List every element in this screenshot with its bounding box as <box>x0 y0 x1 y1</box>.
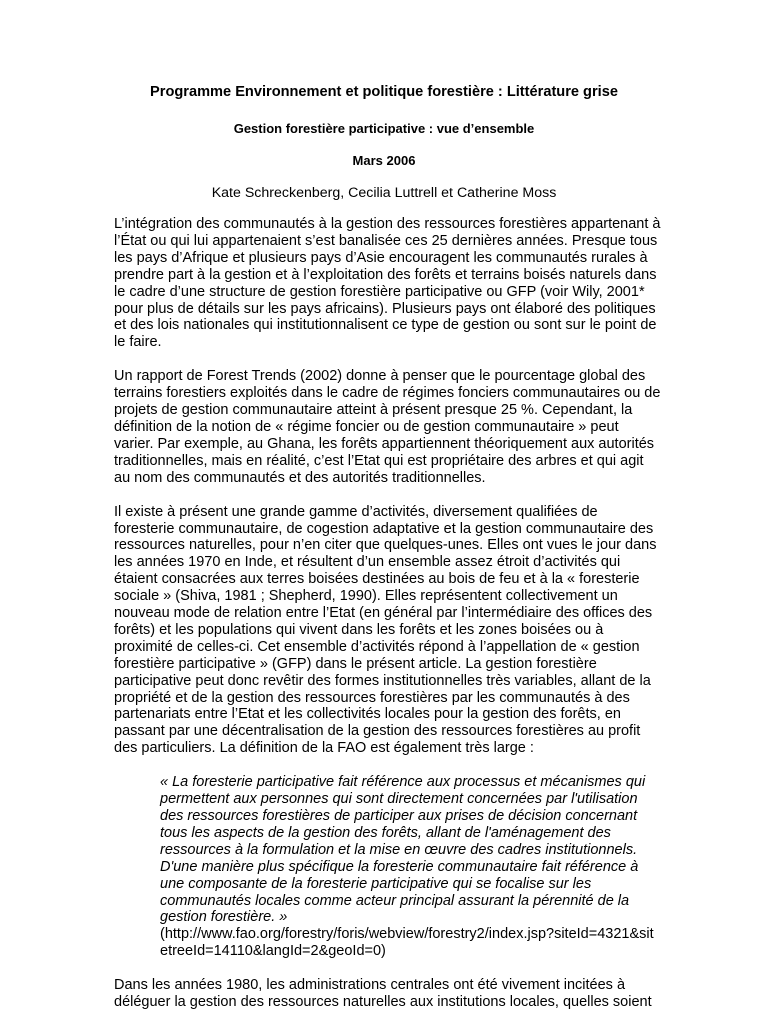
text-line: projets de gestion communautaire atteint à présent presque 25 %. Cependant, la <box>114 402 633 419</box>
text-line: les années 1970 en Inde, et résultent d’un ensemble assez étroit d’activités qui <box>114 554 621 571</box>
text-line: étaient consacrées aux terres boisées destinées au bois de feu et à la « foresterie <box>114 571 640 588</box>
text-line: prendre part à la gestion et à l’exploitation des forêts et terrains boisés naturels dans <box>114 266 657 283</box>
paragraph-3 <box>114 503 657 758</box>
text-line: nouveau mode de relation entre l’Etat (en général par l’intermédiaire des offices des <box>114 605 653 622</box>
text-line: L’intégration des communautés à la gestion des ressources forestières appartenant à <box>114 216 661 232</box>
document-title: Programme Environnement et politique forestière : Littérature grise <box>150 84 618 100</box>
quote-line: ressources à la formulation et la mise en œuvre des cadres institutionnels. <box>160 841 638 858</box>
text-line: définition de la notion de « régime foncier ou de gestion communautaire » peut <box>114 418 619 435</box>
text-line: foresterie communautaire, de cogestion adaptative et la gestion communautaire des <box>114 520 654 537</box>
text-line: proximité de celles-ci. Cet ensemble d’activités répond à l’appellation de « gestion <box>114 638 640 655</box>
text-line: le cadre d’une structure de gestion forestière participative ou GFP (voir Wily, 2001* <box>114 283 645 300</box>
text-line: les pays d’Afrique et plusieurs pays d’Asie encouragent les communautés rurales à <box>114 249 648 266</box>
text-line: l’État ou qui lui appartenaient s’est banalisée ces 25 dernières années. Presque tous <box>114 232 658 249</box>
quote-line: gestion forestière. » <box>160 909 288 926</box>
paragraph-2 <box>114 368 661 486</box>
document-page <box>114 84 661 1028</box>
fao-url-line: etreeId=14110&langId=2&geoId=0) <box>160 943 386 960</box>
document-authors: Kate Schreckenberg, Cecilia Luttrell et Catherine Moss <box>211 185 557 201</box>
text-line: Il existe à présent une grande gamme d’activités, diversement qualifiées de <box>114 503 598 520</box>
paragraph-1 <box>114 216 661 351</box>
quote-line: « La foresterie participative fait référence aux processus et mécanismes qui <box>160 774 646 791</box>
document-date: Mars 2006 <box>352 153 416 168</box>
text-line: Dans les années 1980, les administrations centrales ont été vivement incitées à <box>114 977 626 994</box>
text-line: déléguer la gestion des ressources naturelles aux institutions locales, quelles soient <box>114 994 652 1011</box>
quote-line: communautés locales comme acteur principal assurant la pérennité de la <box>160 892 630 909</box>
text-line: et des lois nationales qui institutionnalisent ce type de gestion ou sont sur le point de <box>114 317 657 334</box>
text-line: ressources naturelles, pour n’en citer que quelques-unes. Elles ont vues le jour dans <box>114 537 657 554</box>
text-line: varier. Par exemple, au Ghana, les forêts appartiennent théoriquement aux autorités <box>114 435 655 452</box>
text-line: le faire. <box>114 334 162 351</box>
document-subtitle: Gestion forestière participative : vue d’ensemble <box>233 121 535 136</box>
quote-line: des ressources forestières de participer aux prises de décision concernant <box>160 808 638 824</box>
text-line: terrains forestiers exploités dans le cadre de régimes fonciers communautaires ou de <box>114 385 661 402</box>
fao-url-line: (http://www.fao.org/forestry/foris/webview/forestry2/index.jsp?siteId=4321&sit <box>160 926 654 943</box>
text-line: sociale » (Shiva, 1981 ; Shepherd, 1990). Elles représentent collectivement un <box>114 588 618 605</box>
text-line: partenariats entre l’Etat et les collectivités locales pour la gestion des forêts, en <box>114 706 621 723</box>
quote-line: tous les aspects de la gestion des forêts, allant de l'aménagement des <box>160 824 611 841</box>
text-line: forestière participative » (GFP) dans le présent article. La gestion forestière <box>114 655 597 672</box>
text-line: passant par une décentralisation de la gestion des ressources forestières au profit <box>114 723 641 740</box>
fao-definition-quote <box>160 774 654 960</box>
text-line: propriété et de la gestion des ressources forestières par les communautés à des <box>114 689 630 706</box>
quote-line: une composante de la foresterie participative qui se focalise sur les <box>160 875 592 892</box>
text-line: traditionnelles, mais en réalité, c’est l’Etat qui est propriétaire des arbres et qui agit <box>114 452 644 469</box>
text-line: forêts) et les populations qui vivent dans les forêts et les zones boisées ou à <box>114 621 604 638</box>
text-line: participative peut donc revêtir des formes institutionnelles très variables, allant de la <box>114 672 651 689</box>
quote-line: permettent aux personnes qui sont directement concernées par l'utilisation <box>160 791 638 808</box>
text-line: Un rapport de Forest Trends (2002) donne à penser que le pourcentage global des <box>114 368 646 385</box>
text-line: au nom des communautés et des autorités traditionnelles. <box>114 469 486 486</box>
quote-line: D'une manière plus spécifique la foresterie communautaire fait référence à <box>160 858 639 875</box>
text-line: pour plus de détails sur les pays africains). Plusieurs pays ont élaboré des politiques <box>114 300 656 317</box>
paragraph-4 <box>114 977 654 1011</box>
text-line: des particuliers. La définition de la FAO est également très large : <box>114 740 534 757</box>
